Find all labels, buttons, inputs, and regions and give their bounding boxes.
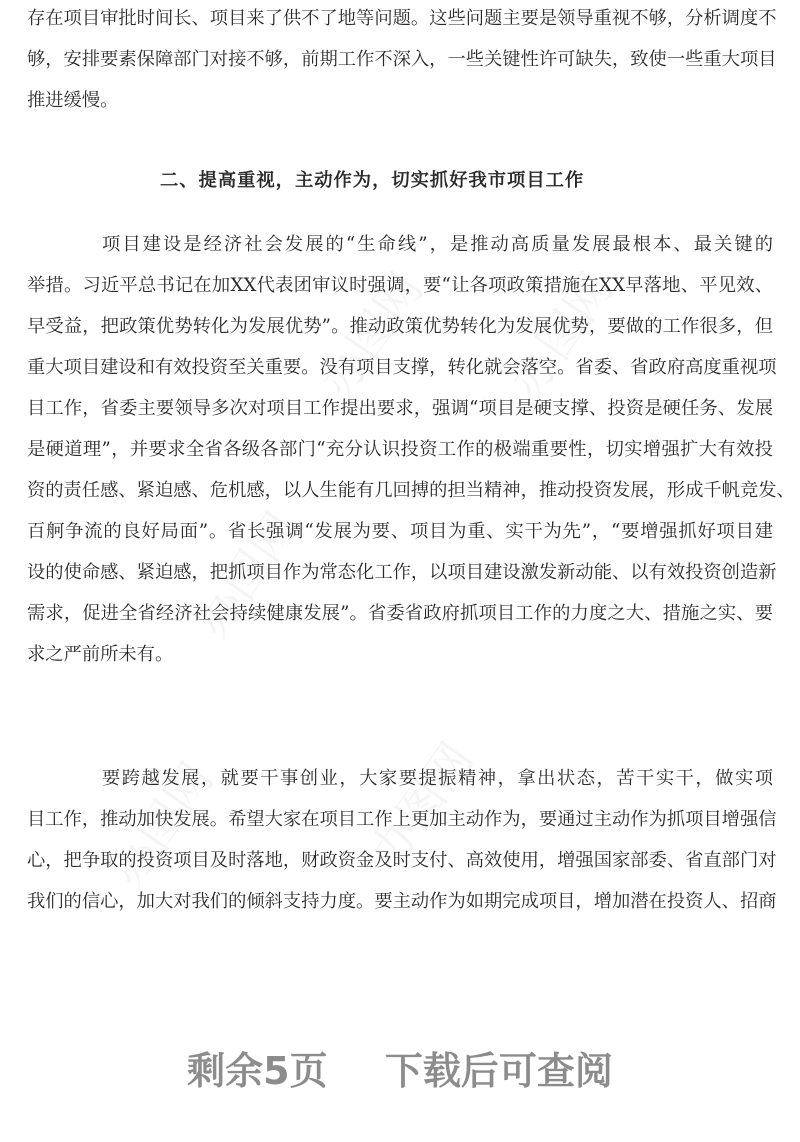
text-line: 我们的信心，加大对我们的倾斜支持力度。要主动作为如期完成项目，增加潜在投资人、招商 [27, 891, 777, 912]
text-line: 要跨越发展，就要干事创业，大家要提振精神，拿出状态，苦干实干，做实项 [102, 768, 773, 789]
text-line: 心，把争取的投资项目及时落地，财政资金及时支付、高效使用，增强国家部委、省直部门对 [27, 850, 777, 871]
remaining-pages-label: 剩余5页 [187, 1049, 328, 1093]
text-line: 举措。习近平总书记在加XX代表团审议时强调，要“让各项政策措施在XX早落地、平见效、 [27, 275, 773, 296]
text-line: 推进缓慢。 [27, 90, 119, 111]
text-line: 设的使命感、紧迫感，把抓项目作为常态化工作，以项目建设激发新动能、以有效投资创造新 [27, 562, 777, 583]
text-line: 求之严前所未有。 [27, 644, 174, 665]
text-line: 目工作，推动加快发展。希望大家在项目工作上更加主动作为，要通过主动作为抓项目增强信 [27, 809, 777, 830]
text-line: 目工作，省委主要领导多次对项目工作提出要求，强调“项目是硬支撑、投资是硬任务、发展 [27, 398, 773, 419]
text-line: 够，安排要素保障部门对接不够，前期工作不深入，一些关键性许可缺失，致使一些重大项目 [27, 49, 777, 70]
text-line: 是硬道理”，并要求全省各级各部门“充分认识投资工作的极端重要性，切实增强扩大有效投 [27, 439, 773, 460]
text-line: 百舸争流的良好局面”。省长强调“发展为要、项目为重、实干为先”，“要增强抓好项目建 [27, 521, 773, 542]
text-line: 早受益，把政策优势转化为发展优势”。推动政策优势转化为发展优势，要做的工作很多，但 [27, 316, 773, 337]
text-line: 存在项目审批时间长、项目来了供不了地等问题。这些问题主要是领导重视不够，分析调度不 [27, 8, 777, 29]
download-banner[interactable] [0, 1040, 800, 1095]
text-line: 资的责任感、紧迫感、危机感，以人生能有几回搏的担当精神，推动投资发展，形成千帆竞发、 [27, 480, 795, 501]
section-heading: 二、提高重视，主动作为，切实抓好我市项目工作 [160, 170, 585, 191]
text-line: 重大项目建设和有效投资至关重要。没有项目支撑，转化就会落空。省委、省政府高度重视项 [27, 357, 777, 378]
text-line: 需求，促进全省经济社会持续健康发展”。省委省政府抓项目工作的力度之大、措施之实、要 [27, 603, 773, 624]
text-line: 项目建设是经济社会发展的“生命线”，是推动高质量发展最根本、最关键的 [102, 234, 773, 255]
download-to-view-label: 下载后可查阅 [384, 1049, 613, 1093]
